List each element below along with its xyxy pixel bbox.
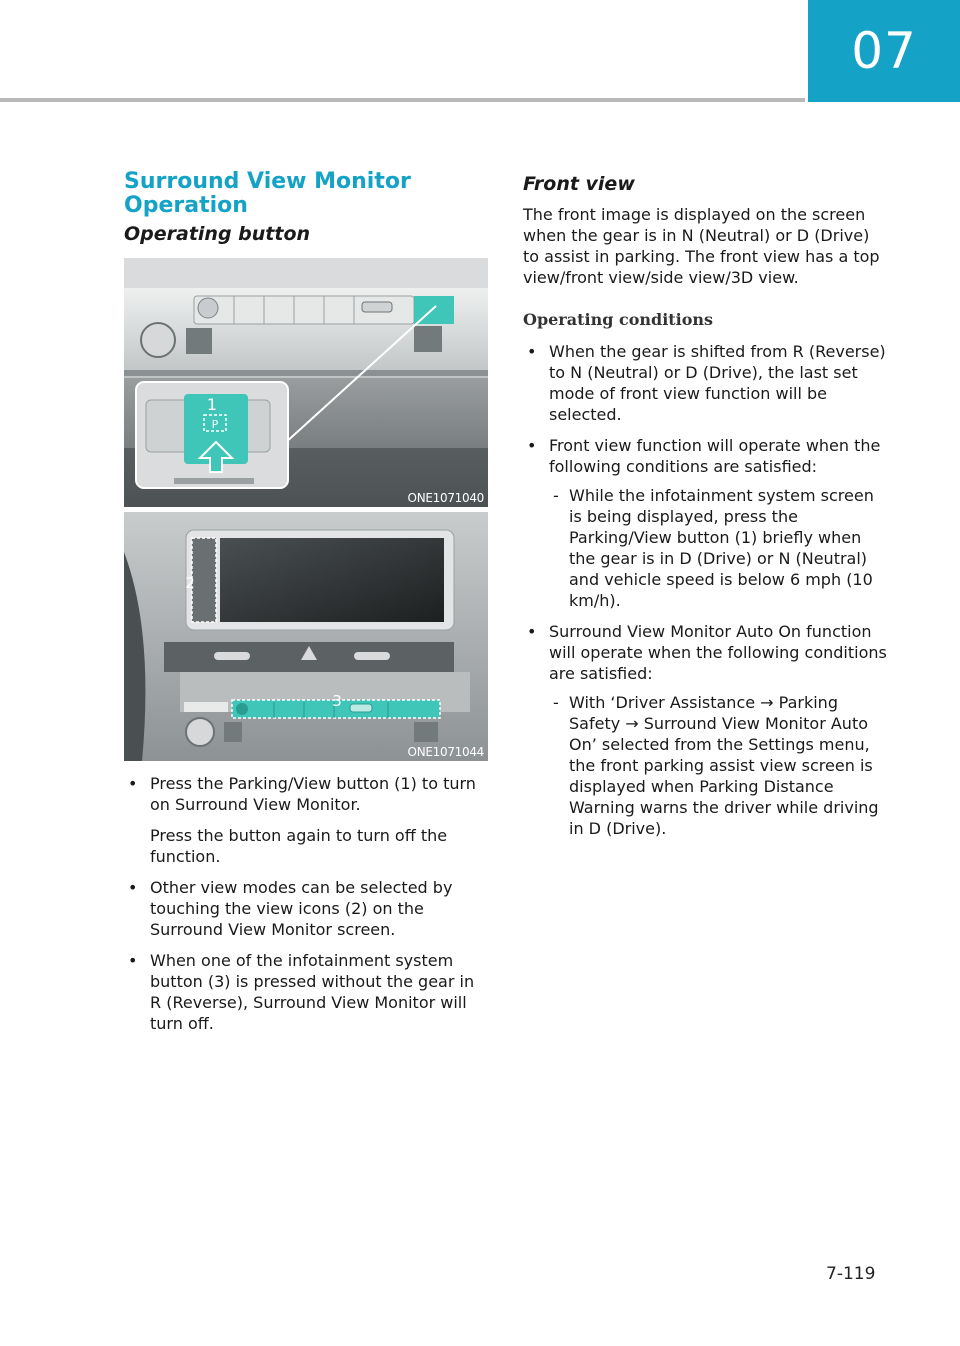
bullet-text: Other view modes can be selected by touching the view icons (2) on the Surround View Monitor screen. [150, 878, 453, 939]
bullet-text: Front view function will operate when the following conditions are satisfied: [549, 436, 881, 476]
bullet-continuation: Press the button again to turn off the function. [150, 826, 448, 866]
left-column [124, 170, 488, 1044]
callout-3: 3 [332, 692, 342, 710]
sub-list-item: - While the infotainment system screen is being displayed, press the Parking/View button (1) briefly when the gear is in D (Drive) or N (Neutral) and vehicle speed is below 6 mph (10 km/h). [549, 485, 888, 611]
operating-button-bullets [124, 773, 488, 1034]
callout-1: 1 [206, 395, 218, 414]
bullet-text: Surround View Monitor Auto On function will operate when the following conditions are satisfied: [549, 622, 887, 683]
header-rule [0, 98, 805, 102]
list-item [523, 435, 888, 611]
list-item [523, 341, 888, 425]
figure-code: ONE1071044 [407, 745, 484, 759]
right-column [523, 170, 888, 849]
operating-conditions-heading: Operating conditions [523, 310, 714, 329]
figure-parking-view-button [124, 258, 488, 507]
chapter-tab: 07 [808, 0, 960, 102]
list-item [124, 950, 488, 1034]
bullet-text: Press the Parking/View button (1) to turn on Surround View Monitor. [150, 774, 476, 814]
bullet-text: When one of the infotainment system button (3) is pressed without the gear in R (Reverse), Surround View Monitor will turn off. [150, 951, 475, 1033]
front-view-intro: The front image is displayed on the screen when the gear is in N (Neutral) or D (Drive) to assist in parking. The front view has a top view/front view/side view/3D view. [523, 205, 880, 287]
svg-text:P: P [211, 418, 219, 431]
bullet-text: When the gear is shifted from R (Reverse) to N (Neutral) or D (Drive), the last set mode of front view function will be selected. [549, 342, 886, 424]
callout-2: 2 [185, 574, 195, 592]
sub-list [549, 692, 888, 839]
operating-button-heading: Operating button [124, 223, 311, 245]
section-title: Surround View Monitor Operation [124, 169, 411, 218]
figure-code: ONE1071040 [407, 491, 484, 505]
operating-conditions-bullets [523, 341, 888, 839]
front-view-heading: Front view [523, 173, 635, 195]
list-item [523, 621, 888, 839]
page-number: 7-119 [826, 1264, 876, 1284]
list-item [124, 877, 488, 940]
list-item [124, 773, 488, 867]
sub-list [549, 485, 888, 611]
figure-view-icons-and-buttons [124, 512, 488, 761]
sub-list-item: - With ‘Driver Assistance → Parking Safety → Surround View Monitor Auto On’ selected from the Settings menu, the front parking assist view screen is displayed when Parking Distance Warning warns the driver while driving in D (Drive). [549, 692, 888, 839]
